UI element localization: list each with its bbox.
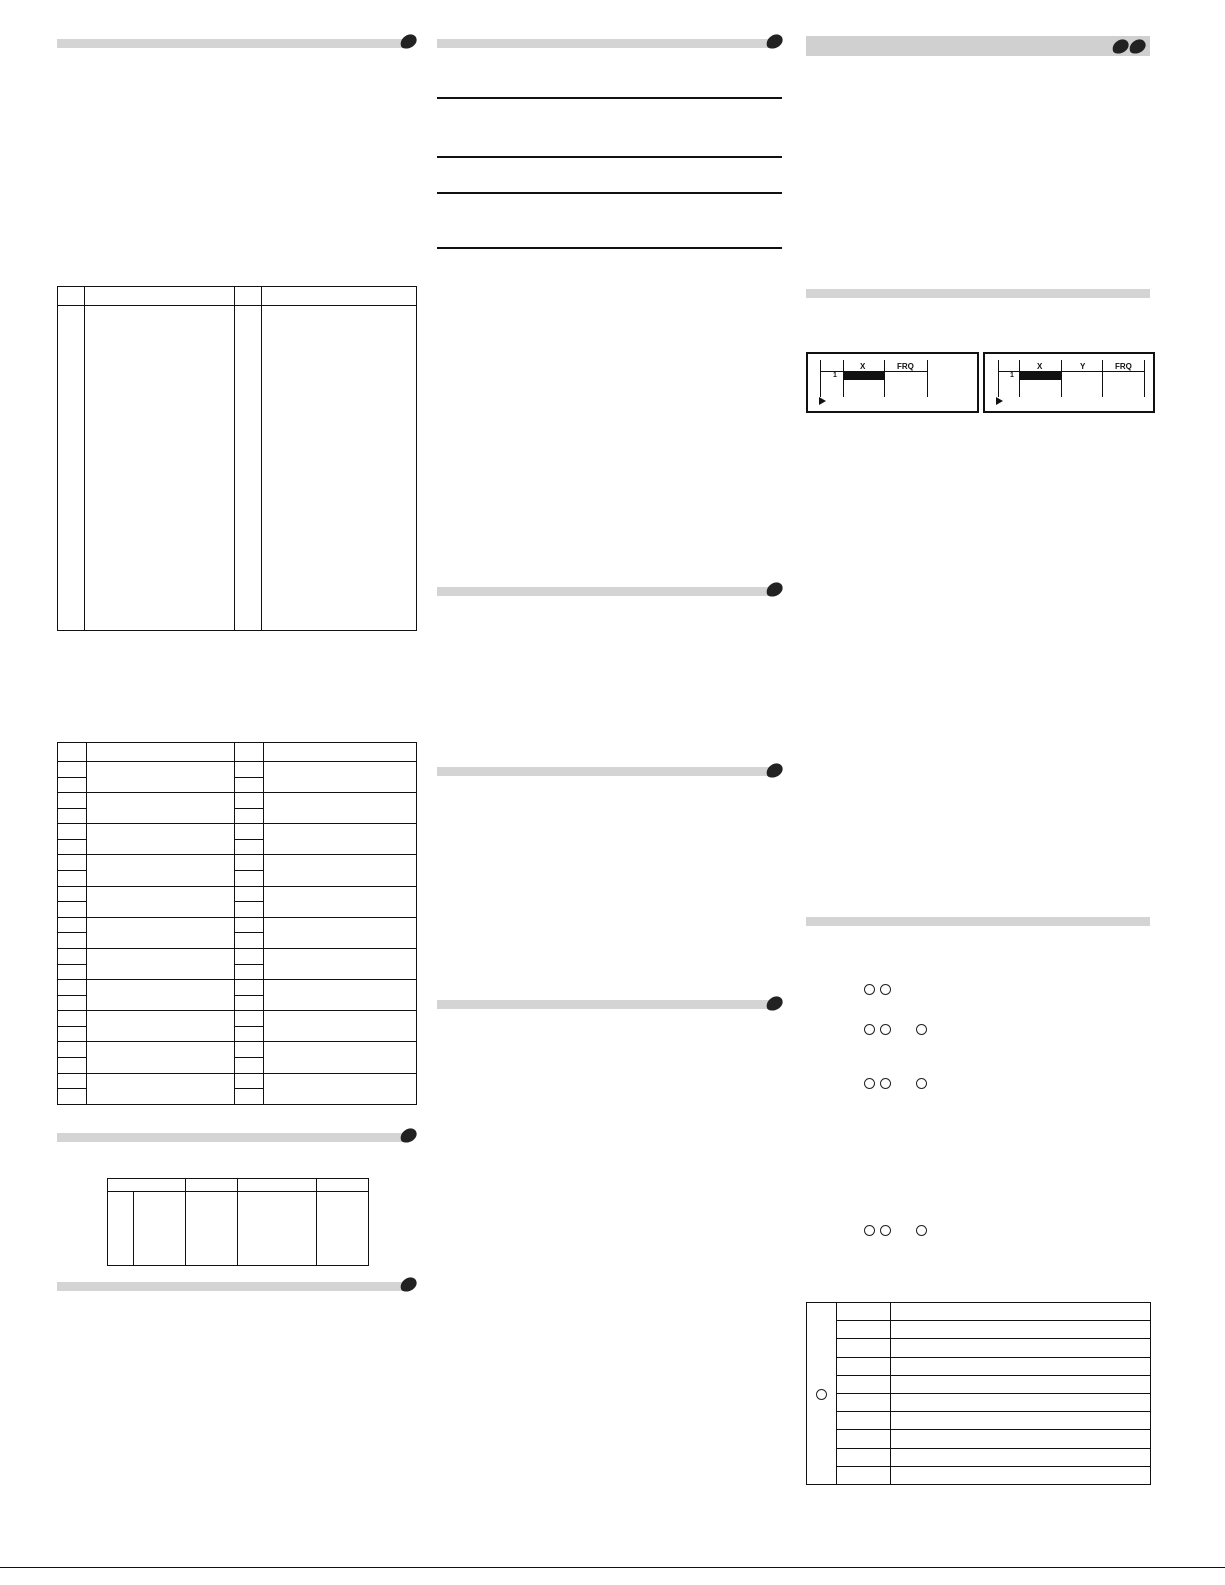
table-cell: [87, 948, 235, 979]
table-cell: [235, 1073, 264, 1089]
table-cell: [891, 1412, 1151, 1430]
table-cell: [264, 948, 417, 979]
table-cell: [891, 1357, 1151, 1375]
table-cell: [58, 824, 87, 840]
table-cell: [264, 917, 417, 948]
table-cell: [108, 1192, 134, 1266]
table-cell: [807, 1303, 837, 1485]
column-header-y: Y: [1080, 362, 1086, 371]
circle-key-icon: [880, 1078, 891, 1089]
stat-screen-paired: [983, 352, 1155, 413]
table-cell: [837, 1430, 891, 1448]
circle-key-icon: [864, 1225, 875, 1236]
table-cell: [235, 855, 264, 871]
table-cell: [87, 917, 235, 948]
table-cell: [837, 1412, 891, 1430]
table-cell: [891, 1393, 1151, 1411]
table-cell: [238, 1179, 317, 1192]
table-cell: [837, 1339, 891, 1357]
table-cell: [891, 1448, 1151, 1466]
table-cell: [264, 1011, 417, 1042]
table-cell: [235, 1057, 264, 1073]
table-cell: [238, 1192, 317, 1266]
table-cell: [264, 886, 417, 917]
small-table: [107, 1178, 369, 1266]
table-cell: [264, 855, 417, 886]
table-cell: [235, 793, 264, 809]
table-cell: [264, 743, 417, 762]
triangle-cursor-icon: [819, 397, 826, 405]
table-cell: [58, 964, 87, 980]
table-cell: [837, 1393, 891, 1411]
table-cell: [235, 980, 264, 996]
table-cell: [108, 1179, 186, 1192]
table-cell: [58, 306, 85, 631]
table-cell: [264, 793, 417, 824]
table-cell: [235, 839, 264, 855]
table-cell: [235, 743, 264, 762]
divider-rule: [437, 156, 782, 158]
table-cell: [317, 1192, 369, 1266]
table-cell: [85, 306, 235, 631]
section-header-bar: [437, 767, 773, 776]
row-number: 1: [1010, 372, 1014, 379]
section-header-bar: [57, 39, 407, 48]
table-cell: [58, 1042, 87, 1058]
table-cell: [235, 871, 264, 887]
table-cell: [891, 1466, 1151, 1484]
leaf-icon: [764, 33, 784, 51]
table-cell: [87, 855, 235, 886]
table-cell: [58, 287, 85, 306]
column-header-frq: FRQ: [897, 362, 914, 371]
table-cell: [58, 1011, 87, 1027]
circle-key-icon: [916, 1078, 927, 1089]
section-header-bar: [437, 587, 773, 596]
leaf-icon: [398, 1276, 418, 1294]
table-cell: [235, 824, 264, 840]
table-cell: [87, 980, 235, 1011]
row-number: 1: [833, 372, 837, 379]
circle-key-icon: [880, 984, 891, 995]
table-cell: [58, 917, 87, 933]
circle-key-icon: [864, 1024, 875, 1035]
table-cell: [58, 762, 87, 778]
table-cell: [235, 1011, 264, 1027]
table-cell: [58, 777, 87, 793]
table-cell: [58, 808, 87, 824]
circle-key-icon: [880, 1024, 891, 1035]
table-cell: [58, 871, 87, 887]
table-cell: [87, 762, 235, 793]
table-cell: [58, 855, 87, 871]
table-cell: [58, 1089, 87, 1105]
table-cell: [58, 1073, 87, 1089]
table-cell: [58, 1057, 87, 1073]
section-header-bar: [57, 1133, 407, 1142]
table-cell: [58, 933, 87, 949]
circle-key-icon: [864, 984, 875, 995]
table-cell: [58, 948, 87, 964]
function-table-1: [57, 286, 417, 631]
table-cell: [87, 743, 235, 762]
circle-key-icon: [916, 1024, 927, 1035]
table-cell: [186, 1179, 238, 1192]
circle-key-icon: [864, 1078, 875, 1089]
table-cell: [58, 793, 87, 809]
table-cell: [235, 917, 264, 933]
column-header-frq: FRQ: [1115, 362, 1132, 371]
divider-rule: [437, 97, 782, 99]
table-cell: [58, 1026, 87, 1042]
table-cell: [262, 287, 417, 306]
table-cell: [264, 1042, 417, 1073]
table-cell: [264, 824, 417, 855]
table-cell: [235, 1026, 264, 1042]
column-header-x: X: [860, 362, 866, 371]
section-header-bar: [806, 289, 1150, 298]
table-cell: [87, 824, 235, 855]
page-bottom-rule: [0, 1567, 1225, 1568]
divider-rule: [437, 247, 782, 249]
table-cell: [85, 287, 235, 306]
circle-key-icon: [816, 1389, 827, 1400]
table-cell: [837, 1375, 891, 1393]
table-cell: [87, 793, 235, 824]
triangle-cursor-icon: [996, 397, 1003, 405]
section-header-bar: [437, 1000, 773, 1009]
table-cell: [264, 762, 417, 793]
chapter-header-bar: [806, 36, 1150, 56]
table-cell: [58, 995, 87, 1011]
table-cell: [87, 1042, 235, 1073]
table-cell: [235, 1089, 264, 1105]
leaf-icon: [764, 995, 784, 1013]
table-cell: [58, 886, 87, 902]
table-cell: [891, 1339, 1151, 1357]
table-cell: [235, 1042, 264, 1058]
table-cell: [186, 1192, 238, 1266]
table-cell: [235, 287, 262, 306]
table-cell: [837, 1357, 891, 1375]
table-cell: [235, 762, 264, 778]
stat-screen-single: [806, 352, 979, 413]
table-cell: [235, 995, 264, 1011]
menu-table: [806, 1302, 1151, 1485]
table-cell: [891, 1375, 1151, 1393]
table-cell: [235, 777, 264, 793]
section-header-bar: [437, 39, 773, 48]
table-cell: [262, 306, 417, 631]
table-cell: [235, 964, 264, 980]
section-header-bar: [57, 1282, 407, 1291]
function-table-2: [57, 742, 417, 1105]
table-cell: [235, 902, 264, 918]
column-header-x: X: [1037, 362, 1043, 371]
section-header-bar: [806, 917, 1150, 926]
table-cell: [58, 743, 87, 762]
leaf-icon: [398, 33, 418, 51]
table-cell: [264, 1073, 417, 1104]
table-cell: [891, 1321, 1151, 1339]
table-cell: [87, 1073, 235, 1104]
divider-rule: [437, 192, 782, 194]
table-cell: [235, 886, 264, 902]
circle-key-icon: [916, 1225, 927, 1236]
table-cell: [235, 948, 264, 964]
table-cell: [837, 1466, 891, 1484]
cursor-cell: [843, 372, 884, 380]
table-cell: [58, 839, 87, 855]
table-cell: [891, 1303, 1151, 1321]
leaf-icon: [764, 762, 784, 780]
table-cell: [235, 306, 262, 631]
table-cell: [837, 1321, 891, 1339]
table-cell: [837, 1448, 891, 1466]
table-cell: [891, 1430, 1151, 1448]
leaf-icon: [398, 1127, 418, 1145]
table-cell: [134, 1192, 186, 1266]
table-cell: [87, 1011, 235, 1042]
table-cell: [58, 980, 87, 996]
table-cell: [235, 933, 264, 949]
circle-key-icon: [880, 1225, 891, 1236]
leaf-icon: [764, 581, 784, 599]
table-cell: [837, 1303, 891, 1321]
table-cell: [58, 902, 87, 918]
table-cell: [317, 1179, 369, 1192]
table-cell: [87, 886, 235, 917]
cursor-cell: [1019, 372, 1061, 380]
table-cell: [235, 808, 264, 824]
table-cell: [264, 980, 417, 1011]
